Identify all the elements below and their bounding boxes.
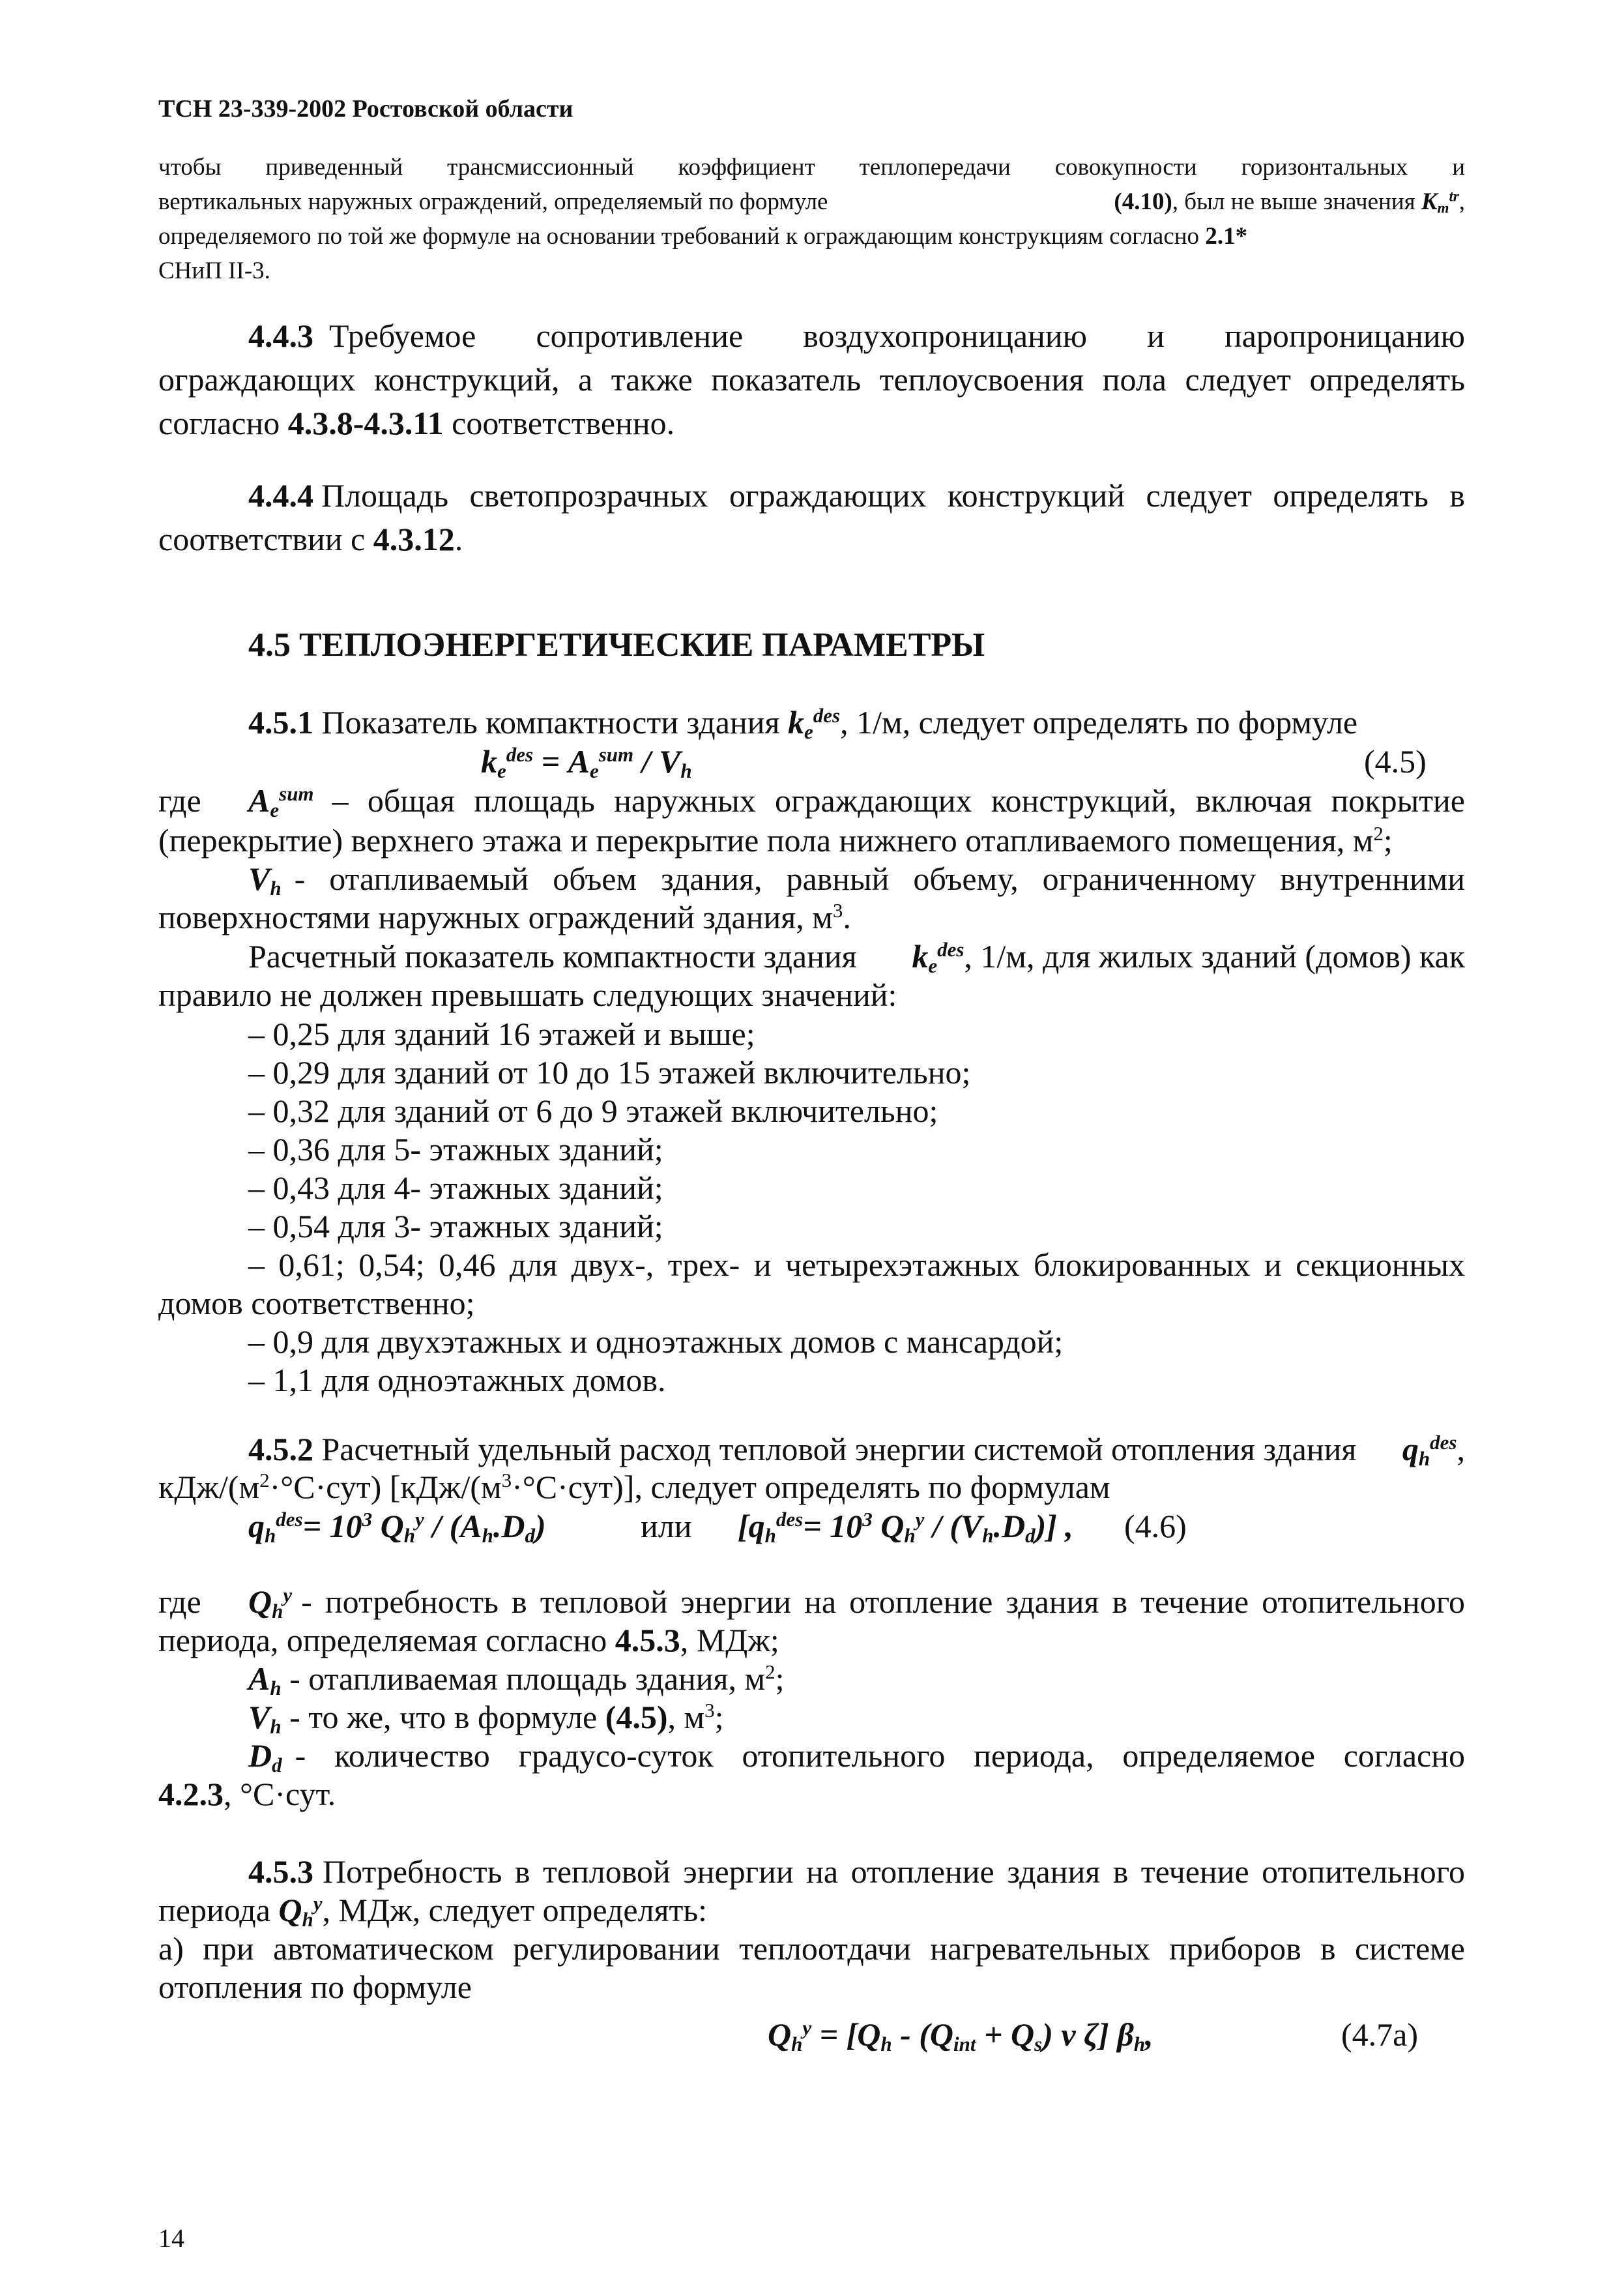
list-item: – 0,43 для 4- этажных зданий; [248,1169,663,1206]
p452-where-1: $Q_h^y$ - потребность в тепловой энергии на отопление здания в течение отопительного [248,1583,1465,1623]
p452-line-1: 4.5.2 Расчетный удельный расход тепловой энергии системой отопления здания $q_h^{des}$, [248,1430,1465,1470]
p452-line-2: кДж/$(м^2\cdot^\circ С\cdot сут)$ $[кДж/(м^3\cdot^\circ С\cdot сут)]$, следует определять по формулам [158,1468,1110,1505]
p453-line-4: отопления по формуле [158,1969,472,2005]
running-header: ТСН 23-339-2002 Ростовской области [158,95,573,123]
p451-rec-2: правило не должен превышать следующих значений: [158,977,897,1013]
where-label: где [158,782,201,819]
list-item: – 0,25 для зданий 16 этажей и выше; [248,1016,755,1052]
intro-line-1: чтобы приведенный трансмиссионный коэффициент теплопередачи совокупности горизонтальных и [158,154,1465,181]
formula-4-6-b: [$q_h^{des}= 10^3$ $Q_h^y / (V_h.D_d)$] , [738,1507,1073,1547]
formula-4-7a: $Q_h^y = [Q_h - (Q_{int} + Q_s)$ ν ζ] $\beta_h$, [768,2016,1153,2055]
section-heading: 4.5 ТЕПЛОЭНЕРГЕТИЧЕСКИЕ ПАРАМЕТРЫ [248,626,985,664]
list-item: – 0,9 для двухэтажных и одноэтажных домов с мансардой; [248,1323,1064,1360]
formula-4-6-a: $q_h^{des}= 10^3$ $Q_h^y / (A_h.D_d)$ [248,1507,546,1547]
list-item-continued: домов соответственно; [158,1285,475,1321]
intro-line-3: определяемого по той же формуле на основании требований к ограждающим конструкциям согласно 2.1* [158,223,1248,250]
intro-line-2: вертикальных наружных ограждений, определяемый по формуле (4.10), был не выше значения $K_m^{tr}$, [158,188,1465,216]
p443-line-1: 4.4.3 Требуемое сопротивление воздухопроницанию и паропроницанию [248,317,1465,354]
list-item: – 1,1 для одноэтажных домов. [248,1362,666,1398]
list-item: – 0,36 для 5- этажных зданий; [248,1131,663,1168]
p443-line-2: ограждающих конструкций, а также показатель теплоусвоения пола следует определять [158,361,1465,398]
p444-line-2: соответствии с 4.3.12. [158,521,463,557]
formula-4-6-number: (4.6) [1124,1508,1187,1544]
p452-where-4: $V_h$ - то же, что в формуле (4.5), $м^3$; [248,1698,724,1738]
formula-4-6-or: или [641,1508,692,1544]
p451-where-3: $V_h$ - отапливаемый объем здания, равный объему, ограниченному внутренними [248,860,1465,900]
p453-line-3: а) при автоматическом регулировании теплоотдачи нагревательных приборов в системе [158,1930,1465,1967]
p443-line-3: согласно 4.3.8-4.3.11 соответственно. [158,405,675,441]
where-label: где [158,1583,201,1620]
p451-where-1: $A_e^{sum}$ – общая площадь наружных ограждающих конструкций, включая покрытие [248,782,1465,821]
p452-where-6: 4.2.3, °С·сут. [158,1776,336,1812]
p452-where-5: $D_d$ - количество градусо-суток отопительного периода, определяемое согласно [248,1737,1465,1776]
p451-where-4: поверхностями наружных ограждений здания, $м^3$. [158,898,851,935]
page-number: 14 [158,2224,184,2253]
list-item: – 0,32 для зданий от 6 до 9 этажей включительно; [248,1093,938,1129]
list-item: – 0,61; 0,54; 0,46 для двух-, трех- и четырехэтажных блокированных и секционных [248,1246,1465,1283]
p452-where-2: периода, определяемая согласно 4.5.3, МДж; [158,1622,779,1658]
p451-line-1: 4.5.1 Показатель компактности здания $k_e^{des}$, 1/м, следует определять по формуле [248,703,1358,743]
p451-where-2: (перекрытие) верхнего этажа и перекрытие пола нижнего отапливаемого помещения, $м^2$; [158,821,1393,859]
list-item: – 0,54 для 3- этажных зданий; [248,1208,663,1244]
intro-line-4: СНиП II-3. [158,257,270,284]
p452-where-3: $A_h$ - отапливаемая площадь здания, $м^2$; [248,1660,785,1699]
formula-4-7a-number: (4.7а) [1341,2016,1418,2053]
p444-line-1: 4.4.4 Площадь светопрозрачных ограждающих конструкций следует определять в [248,477,1465,514]
p453-line-1: 4.5.3 Потребность в тепловой энергии на отопление здания в течение отопительного [248,1853,1465,1890]
p453-line-2: периода $Q_h^y$, МДж, следует определять: [158,1891,708,1931]
formula-4-5-number: (4.5) [1364,743,1427,780]
formula-4-5: $k_e^{des} = A_e^{sum} / V_h$ [481,742,692,782]
list-item: – 0,29 для зданий от 10 до 15 этажей включительно; [248,1054,971,1091]
p451-rec-1: Расчетный показатель компактности здания $k_e^{des}$, 1/м, для жилых зданий (домов) как [248,937,1465,977]
